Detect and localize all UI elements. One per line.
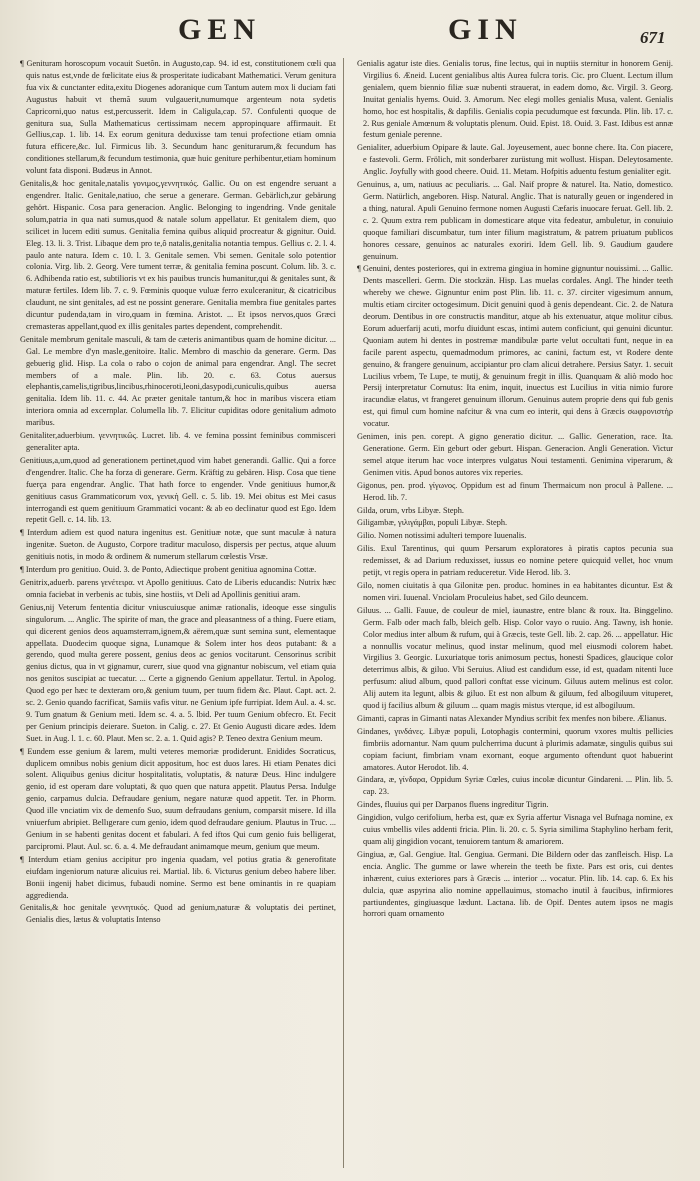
dictionary-entry: Genialis agatur iste dies. Genialis torus, fine lectus, qui in nuptiis sternitur in honorem Genij. Virgilius 6. Æneid. Lucent genialibus altis Aurea fulcra toris. Cic. pro Cluent. Lectum illum genialem, quem biennio filiæ suæ nubenti strauerat, in eadem domo, &c. Virgil. 3. Georg. Inuitat genialis hyems. Ouid. 3. Amorum. Nec elegi molles genialis Musa, valent. Genialis homo, hoc est hospitalis, & dapfilis. Genialis copia pecudumque est fœcunda. Plin. lib. 17. c. 2. Rus geniale Amœnum & voluptatis plenum. Ouid. Epist. 18. Ouid. 3. Fast. Idibus est annæ festum geniale perenne. [357, 59, 673, 140]
dictionary-entry: Genitalis,& hoc genitale,natalis γονιμος,γεννητικός. Gallic. Ou on est engendre seruant a engendrer. Italic. Genitale,natiuo, che serue a generare. German. Gebärlich,zur gebärung gehört. Hispanic. Cosa para generacion. Anglic. Belonging to ingendring. Vnde genitale solum,patria in qua nati sumus,quod & natale solum appellatur. Et genitalem diem, quo scilicet in lucem editi sumus. Genitalia femina quibus aliquid procreatur & gignitur. Ouid. Eleg. 13. li. 3. Trist. Libaque dem pro te,ô natalis,genitalia notantia tempus. Gellius c. 2. l. 4. paulo ante natura. Idem c. 10. l. 3. Genitale semen. Vbi semen. Genitale solo potentior colonia. Virg. lib. 2. Georg. Vere tument terræ, & genitalia femina poscunt. Colum. lib. 3. c. 6. Adhibenda ratio est, subtilioris vt ex his pauibus truncis humanitur,qui & genitales sunt, & maturæ fertiles. Idem lib. 7. c. 9. Fœminis quoque vuluæ ferro exulceranitur, & cicatricibus claudunt, ne sint genitales, ad est ne possint generare. Genitalia membra fiue genitales partes dicuntur pudenda,tam in viro,quam in fœmina. Aristot. ... Et ipsos nervos,quos Græci cremasteras appellant,quod ex illis genitales partes dependent, comprehendit. [20, 179, 336, 331]
running-head-right: GIN [448, 13, 523, 46]
column-divider [343, 58, 344, 1168]
dictionary-entry: Genialiter, aduerbium Opipare & laute. Gal. Joyeusement, auec bonne chere. Ita. Con piacere, e fastevoli. Germ. Frölich, mit sonderbarer zurüstung mit wollust. Hispan. Deleytosamente. Anglic. Joyfully with good cheere. Ouid. 11. Metam. Hofpitis aduentu festum genialiter egit. [357, 143, 673, 177]
dictionary-entry: Gilio. Nomen notissimi adulteri tempore Iuuenalis. [357, 531, 527, 541]
dictionary-entry: ¶ Eundem esse genium & larem, multi veteres memoriæ prodiderunt. Enidides Socraticus, duplicem omnibus nobis genium dicit appositum, hoc est duos lares. Hi etiam Penates dici solent. Aliquibus genius dicitur hospitalitatis, voluptatis, & naturæ Deus. Hinc indulgere genio, id est operam dare voluptati, & quo quen que natura appetit. Plautus Persa. Indulge genio, carpamus dulcia. Defraudare genium, negare naturæ quod appetit. Ter. in Phorm. Quod ille vnciatim vix de demenfo Suo, suum defraudans genium, comparsit misere. Id illa vniuerfum abripiet. Bellıgerare cum genio, idem quod defraudare genium. Plautus in Truc. ... Genium in se habenti genitas docent et fabulari. A fed iftos Qui cum genio fuis belligerat, parcipromi. Plaut. Aul. sc. 6. a. 4. Me defraudant animamque meum, genium que meum. [20, 746, 336, 851]
dictionary-entry: ¶ Interdum adiem est quod natura ingenitus est. Genitiuæ notæ, que sunt maculæ à natura ingenitæ. Sueton. de Augusto, Corpore traditur maculoso, dispersis per pectus, atque aluum genitiuis notis, in modo & ordinem & numerum stellarum cœlestis Vrsæ. [20, 528, 336, 562]
dictionary-entry: Gingidion, vulgo cerifolium, herba est, quæ ex Syria affertur Visnaga vel Bufnaga nomine, ex cuius vmbellis viles addenti fricia. Plin. li. 20. c. 5. Syria similima Staphylino herbam ferit, quam alij gingidion vocant, tenuiorem tantum & amariorem. [357, 813, 673, 846]
dictionary-entry: Gindanes, γινδάνες. Libyæ populi, Lotophagis contermini, quorum vxores multis pellicies fimbriis adornantur. Nam quum pulcherrima ducunt à plurimis adamatæ, singulis quibus sui copiam faciunt, fimbriam vnam exornant, eoque argumento oftendunt quot habuerint amatores. Autor Herodot. lib. 4. [357, 726, 673, 772]
dictionary-entry: Gindes, fluuius qui per Darpanos fluens ingreditur Tigrin. [357, 800, 549, 810]
dictionary-entry: Gimanti, capras in Gimanti natas Alexander Myndius scribit fex menfes non bibere. Ælianus. [357, 713, 667, 723]
left-column [20, 58, 336, 1170]
dictionary-entry: ¶ Interdum pro genitiuo. Ouid. 3. de Ponto, Adiectique probent genitiua agnomina Cottæ. [20, 565, 317, 575]
dictionary-entry: Genitale membrum genitale masculi, & tam de cæteris animantibus quam de homine dicitur. ... Gal. Le membre d'yn masle,genitoire. Italic. Membro di maschio da generare. Germ. Das gebuerig glid. Hisp. La cola o rabo o cojon de animal para engendrar. Angl. The secret members of a male. Plin. lib. 20. c. 63. Cotus auersus elephantis,camelis,tigribus,lincibus,rhinoceroti,leoni,dasypodi,cuniculis,quibus auersa genitalia. Idem lib. 11. c. 44. Ac præter genitale tantum,& hoc in maribus viscera etiam interiora omnia ad excernplar. Columella lib. 7. Elicitur cupiditas odore genitalium admoto maribus. [20, 334, 336, 428]
dictionary-entry: ¶ Genuini, dentes posteriores, qui in extrema gingiua in homine gignuntur nouissimi. ... Gallic. Dents mascelleri. Germ. Die stockzän. Hisp. Las muelas cordales. Angl. The hinder teeth whereby we chewe. Gignuntur enim post Plin. lib. 11. c. 37. circiter vigesimum annum, multis etiam circiter octogesimum. Dicit genuini quod à genis dependeant. Cic. 2. de Natura deorum. Dentibus in ore constructis manditur, atque ab his extenuatur, atque molitur cibus. Eorum aduerfarij acuti, morfu diuidunt escas, intimi autem conficiunt, qui genuini dicuntur. Quoniam autem hi dentes in postremæ mandibulæ parte velut occultati funt, neque in ea facile parent aspectu, quemadmodum primores, ac canini, factum est, vt Rodere dente genuino, & frangere genuinum, accipiantur pro clam alicui detrahere. Persius Satyr. 1. secuit Lucilius vrbem, Te Lupe, te mutij, & genuinum fregit in illis. Quanquam & aliò modo hoc Persij interpretatur Cornutus: Ita enim, inquit, inuectus est Lucilius in vitia nimio furore iracundiæ elatus, vt frangeret genuinum illorum. Genuinus autem proprie dens qui fub genis est, qui fimul cum homine nafcitur & vna cum eo interit, qui dens à Græcis σωφρονιστὴρ vocatur. [357, 264, 673, 429]
dictionary-entry: Gilis. Exul Tarentinus, qui quum Persarum exploratores à piratis captos pecunia sua redemisset, & ad Darium reduxisset, iussus eo nomine petere quicquid vellet, hoc vnum petijt, vt regis opera in patriam reduceretur. Vide Herod. lib. 3. [357, 544, 673, 578]
right-column [357, 58, 673, 1170]
dictionary-entry: Genuinus, a, um, natiuus ac peculiaris. ... Gal. Naif propre & naturel. Ita. Natio, domestico. Germ. Natürlich, angeboren. Hisp. Natural. Anglic. That is naturally geuen or ingendered in a thing, natural. Apuli Genuino fermone nomen Augusti Cæfaris inuocare feruat. Gell. lib. 2. c. 2. Quum extra rem publicam in domesticare atque vita fedeatur, ambuletur, in conuiuio quoque familiari discumbatur, tum inter filium magistratum, & patrem priuatum publicos honores cessare, genuinos ac naturales exoriri. Idem Gell. lib. 9. Gaudium gaudere genuinum. [357, 180, 673, 261]
page-number: 671 [640, 28, 666, 47]
dictionary-entry: ¶ Genituram horoscopum vocauit Suetõn. in Augusto,cap. 94. id est, constitutionem cœli qua quis natus est,vnde de fœlicitate eius & prosperitate iudicabant Mathematici. Verum genitura fua vix & cunctanter edita,exitu Diogenes adoranique cum Tantum autem mox li duciam fati Augustus habuit vt themã suum vulgauerit,numumque argenteum nota sydetis Capricorni,quo natus est,percusserit. Idem in Caligula,cap. 57. Confulenti quoque de genitura sua, Sulla Mathematicus certissimam necem appropinquare affirmauit. Et Gellius,cap. 1. lib. 14. Ex eorum genitura deduxisse tam tenui profectione etiam omnia futura efficere,&c. Iul. Firmicus lib. 3. Secundum hanc geniturarum,& fecundum has conditiones stellarum,& fecundum testimonia, quæ huic geniture perhibentur,etiam hominum volunt fata disponi. Budæus in Annot. [20, 59, 336, 176]
dictionary-entry: Giligambæ, γιλιγάμβαι, populi Libyæ. Steph. [357, 518, 508, 528]
dictionary-entry: ¶ Interdum etiam genius accipitur pro ingenia quadam, vel potius gratia & generofitate eiufdam ingeniorum naturæ alicuius rei. Martial. lib. 6. Victurus genium debeo habere liber. Bonii ingenij habet dicimus, fubaudi nomine. Sermo est bene ominantis in re quapiam aggredienda. [20, 854, 336, 900]
dictionary-entry: Gigonus, pen. prod. γίγωνος. Oppidum est ad finum Thermaicum non procul à Pallene. ... Herod. lib. 7. [357, 480, 673, 502]
dictionary-entry: Genius,nij Veterum fententia dicitur vniuscuiusque animæ rationalis, ideoque esse singulis singulorum. ... Anglic. The spirite of man, the grace and pleasantness of a thing. Fuere etiam, qui dicerent genios deos aquamsterram,ignem,& aërem,quæ sunt semina sunt, elementaque appellata. Duodecim quoque signa, Lunamque & Solem inter hos deos putabant: & a gerendo, quod multa gerere possent, genius deos ac genios vocitarunt. Censorinus scribit genius dictus, qua in vt gignamur, curerr, siue quod vna gignantur nobiscum, vel etiam quia nos genitos suscipiat ac tuecatur. ... Certe a gignendo Genium appellatur. Tertul. in Apolog. Quod ego per hæc te dexteram oro,& genium tuum, per tuum fidem &c. Plaut. Capt. act. 2. sc. 2. Genio quando facrificat, Samiis vafis vitur. ne Genium ipfe furripiat. Idem Aul. a. 4. sc. 9. Tum gnatum & Genium meti. Idem sc. 4. a. 5. lbid. Per tuum Genium obfecro. Et. Fecit per Genium principis deierare. Sueton. in Calig. c. 27. Et Genio Augusti dicare ædes. Idem Suet. in Aug. l. 1. c. 60. Plaut. Men sc. 2. a. 1. Quid agis? P. Teneo dextra Genium meum. [20, 602, 336, 743]
dictionary-entry: Genitiuus,a,um,quod ad generationem pertinet,quod vim habet generandi. Gallic. Qui a force d'engendrer. Italic. Che ha forza di generare. Germ. Kräftig zu gebären. Hisp. Cosa que tiene fuerça para engendrar. Anglic. That hath force to engender. Vnde genitiuus humor,& genitiuus casus Grammaticorum vox, γενικὴ Gell. c. 5. lib. 19. Mei obitus est Mei casus interrogandi est quem genitiuum Grammatici vocant: & ab eo declinatur quod est Ego. Idem repetit Gell. c. 14. lib. 13. [20, 455, 336, 525]
dictionary-entry: Genitrix,aduerb. parens γενέτειρα. vt Apollo genitiuus. Cato de Liberis educandis: Nutrix hæc omnia faciebat in verbenis ac tubis, sine hostiis, vt Deli ad Apollinis genitiui aram. [20, 577, 336, 599]
dictionary-entry: Gingiua, æ, Gal. Gengiue. Ital. Gengiua. Germani. Die Bildern oder das zanfleisch. Hisp. La encia. Anglic. The gumme or lawe wherein the teeth be fixte. Pars est oris, cui dentes inhærent, cuius exteriores pars à Græcis ... interior ... vocatur. Plin. lib. 14. cap. 6. Ex his dulcia, quæ aspyrina alio nomine appellauimus, stomacho inutil à faucibus, infirmiores partiundentes, gingiuasque lædunt. Lactana. lib. de Opif. Dentes autem ipsos ne magis horrori quam ornamento [357, 849, 673, 919]
dictionary-entry: Gilo, nomen ciuitatis à qua Gilonitæ pen. produc. homines in ea habitantes dicuntur. Est & nomen viri. Iuuenal. Vnciolam Proculeius habet, sed Gilo deuncem. [357, 580, 673, 602]
dictionary-entry: Gindara, æ, γίνδαρα, Oppidum Syriæ Cœles, cuius incolæ dicuntur Gindareni. ... Plin. lib. 5. cap. 23. [357, 775, 673, 797]
dictionary-entry: Giluus. ... Galli. Fauue, de couleur de miel, iaunastre, entre blanc & roux. Ita. Binggelino. Germ. Falb oder mach falb, bleich gelb. Hisp. Color vayo o ruuio. Ang. Tawny, ish honie. Color medius inter album & rufum, qui à Græcis, teste Gell. lib. 2. cap. 26. ... appellatur. Hic a nonnullis vocatur melinus, quod instar melinum, quod mel eiusmodi colorem habet. Virgilius 3. Georgic. Luxuriatque toris animosum pectus, honesti Spadices, glaucique color deterrimus albis, & giluo. Vbi Seruius. Aliud est candidum esse, id est, quadam nitenti luce perfusum: aliud album, quod pallori conftat esse vicinum. Giluus autem melinus est color. Alij autem ita legunt, albis & giluo. Et est non album & giluum, fed albogiluum vituperet, quod ij facilius album & giluum ... quam magis mistus vterque, id est albogiluum. [357, 605, 673, 711]
dictionary-entry: Genimen, inis pen. corept. A gigno generatio dicitur. ... Gallic. Generation, race. Ita. Generatione. Germ. Ein geburt oder geburt. Hispan. Generacion. Angli Generation. Victur semel atque iterum hac voce interpres vulgatus Noui testamenti. Genimina viperarum, & Genimen vitis. Apud bonos autores vix reperies. [357, 432, 673, 477]
dictionary-entry: Genitalis,& hoc genitale γεννητικός. Quod ad genium,naturæ & voluptatis dei pertinet, Genialis dies, lætus & voluptatis Intenso [20, 903, 336, 925]
dictionary-entry: Genitaliter,aduerbium. γεννητικῶς. Lucret. lib. 4. ve femina possint feminibus commisceri generaliter apta. [20, 431, 336, 452]
dictionary-entry: Gilda, orum, vrbs Libyæ. Steph. [357, 505, 464, 515]
running-head-left: GEN [178, 13, 262, 46]
